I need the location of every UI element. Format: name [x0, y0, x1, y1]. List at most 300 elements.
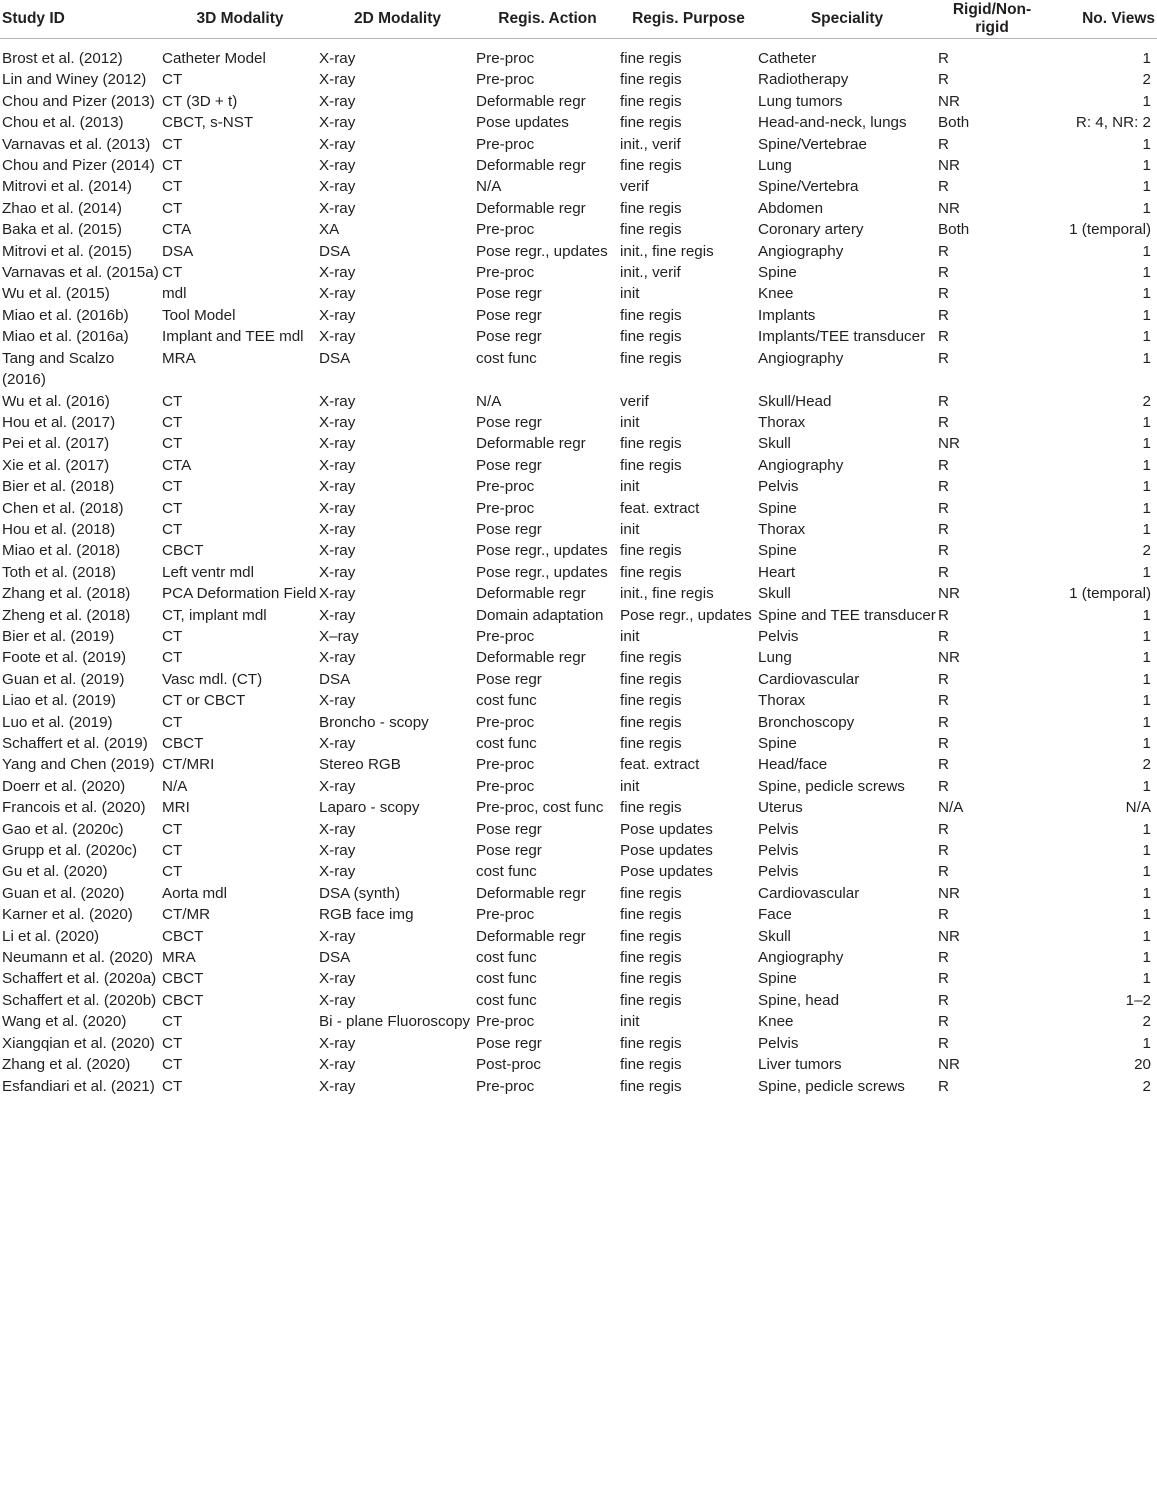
regis-purpose-cell: fine regis [620, 349, 682, 367]
study-id-cell: Gu et al. (2020) [2, 863, 108, 881]
table-row [0, 968, 1157, 989]
column-header-no-views: No. Views [1046, 0, 1157, 39]
no-views-cell: 1 [1142, 842, 1151, 860]
regis-purpose-cell: feat. extract [620, 499, 700, 517]
3d-modality-cell: CT [162, 649, 183, 667]
rigid-nonrigid-cell: R [938, 328, 949, 346]
rigid-nonrigid-cell: R [938, 306, 949, 324]
rigid-nonrigid-cell: R [938, 670, 949, 688]
regis-action-cell: Deformable regr [476, 199, 586, 217]
study-id-cell: Miao et al. (2016a) [2, 328, 129, 346]
speciality-cell: Spine, pedicle screws [758, 1077, 905, 1095]
no-views-cell: 2 [1142, 1013, 1151, 1031]
3d-modality-cell: CT [162, 1013, 183, 1031]
regis-action-cell: Pose regr., updates [476, 242, 608, 260]
regis-action-cell: cost func [476, 349, 537, 367]
rigid-nonrigid-cell: NR [938, 199, 960, 217]
rigid-nonrigid-cell: R [938, 735, 949, 752]
regis-purpose-cell: init., fine regis [620, 242, 714, 260]
speciality-cell: Pelvis [758, 1034, 799, 1052]
speciality-cell: Radiotherapy [758, 71, 849, 89]
study-id-cell: Karner et al. (2020) [2, 906, 133, 924]
study-id-cell: Wang et al. (2020) [2, 1013, 127, 1031]
rigid-nonrigid-cell: NR [938, 157, 960, 175]
2d-modality-cell: X-ray [319, 1056, 356, 1074]
column-header-2d-modality: 2D Modality [318, 0, 476, 39]
3d-modality-cell: CT [162, 135, 183, 153]
rigid-nonrigid-cell: R [938, 392, 949, 410]
study-id-cell: Francois et al. (2020) [2, 799, 146, 817]
3d-modality-cell: CBCT [162, 735, 204, 752]
no-views-cell: 1 [1142, 692, 1151, 710]
rigid-nonrigid-cell: Both [938, 221, 970, 239]
table-row [0, 219, 1157, 240]
no-views-cell: 1 [1142, 606, 1151, 624]
table-row [0, 776, 1157, 797]
regis-action-cell: cost func [476, 863, 537, 881]
regis-action-cell: Pose regr [476, 413, 542, 431]
speciality-cell: Thorax [758, 413, 806, 431]
regis-action-cell: Pre-proc [476, 713, 535, 731]
regis-purpose-cell: fine regis [620, 1034, 682, 1052]
table-row [0, 1011, 1157, 1032]
table-row [0, 455, 1157, 476]
study-id-cell: Grupp et al. (2020c) [2, 842, 138, 860]
study-id-cell: Guan et al. (2019) [2, 670, 125, 688]
2d-modality-cell: X-ray [319, 199, 356, 217]
3d-modality-cell: CT [162, 178, 183, 196]
regis-action-cell: Pose regr [476, 520, 542, 538]
rigid-nonrigid-cell: R [938, 606, 949, 624]
regis-action-cell: cost func [476, 949, 537, 967]
2d-modality-cell: X-ray [319, 542, 356, 560]
3d-modality-cell: CT [162, 199, 183, 217]
rigid-nonrigid-cell: R [938, 413, 949, 431]
2d-modality-cell: X-ray [319, 285, 356, 303]
regis-purpose-cell: fine regis [620, 692, 682, 710]
study-id-cell: Wu et al. (2016) [2, 392, 110, 410]
regis-purpose-cell: Pose updates [620, 842, 713, 860]
regis-purpose-cell: fine regis [620, 649, 682, 667]
3d-modality-cell: CT [162, 71, 183, 89]
rigid-nonrigid-cell: R [938, 692, 949, 710]
rigid-nonrigid-cell: NR [938, 649, 960, 667]
2d-modality-cell: X-ray [319, 71, 356, 89]
no-views-cell: 1 [1142, 863, 1151, 881]
table-row [0, 519, 1157, 540]
rigid-nonrigid-cell: R [938, 842, 949, 860]
2d-modality-cell: X-ray [319, 735, 356, 752]
3d-modality-cell: CT [162, 863, 183, 881]
speciality-cell: Implants/TEE transducer [758, 328, 926, 346]
study-id-cell: Schaffert et al. (2019) [2, 735, 148, 752]
regis-purpose-cell: fine regis [620, 991, 682, 1009]
regis-purpose-cell: init., verif [620, 135, 681, 153]
table-row [0, 1033, 1157, 1054]
3d-modality-cell: MRA [162, 349, 196, 367]
rigid-nonrigid-cell: NR [938, 435, 960, 453]
study-id-cell: Foote et al. (2019) [2, 649, 127, 667]
regis-purpose-cell: fine regis [620, 542, 682, 560]
2d-modality-cell: DSA [319, 349, 351, 367]
speciality-cell: Pelvis [758, 820, 799, 838]
rigid-nonrigid-cell: R [938, 991, 949, 1009]
no-views-cell: 1 [1142, 50, 1151, 67]
regis-action-cell: N/A [476, 392, 502, 410]
speciality-cell: Pelvis [758, 842, 799, 860]
2d-modality-cell: Laparo - scopy [319, 799, 420, 817]
rigid-nonrigid-cell: R [938, 970, 949, 988]
3d-modality-cell: Vasc mdl. (CT) [162, 670, 263, 688]
rigid-nonrigid-cell: R [938, 713, 949, 731]
study-id-cell: Esfandiari et al. (2021) [2, 1077, 155, 1095]
column-header-rigid-nonrigid: Rigid/Non-rigid [936, 0, 1046, 39]
regis-purpose-cell: fine regis [620, 50, 682, 67]
rigid-nonrigid-cell: R [938, 285, 949, 303]
no-views-cell: 2 [1142, 756, 1151, 774]
rigid-nonrigid-cell: R [938, 264, 949, 282]
3d-modality-cell: CBCT [162, 970, 204, 988]
rigid-nonrigid-cell: R [938, 777, 949, 795]
regis-action-cell: Pose regr [476, 820, 542, 838]
no-views-cell: 1 [1142, 499, 1151, 517]
regis-action-cell: Pose regr [476, 285, 542, 303]
table-row [0, 1076, 1157, 1097]
2d-modality-cell: DSA (synth) [319, 884, 401, 902]
study-id-cell: Wu et al. (2015) [2, 285, 110, 303]
rigid-nonrigid-cell: R [938, 820, 949, 838]
no-views-cell: 2 [1142, 1077, 1151, 1095]
3d-modality-cell: CT [162, 157, 183, 175]
2d-modality-cell: X-ray [319, 178, 356, 196]
regis-action-cell: Deformable regr [476, 585, 586, 603]
table-row [0, 348, 1157, 391]
regis-purpose-cell: init [620, 1013, 640, 1031]
speciality-cell: Spine/Vertebrae [758, 135, 867, 153]
regis-action-cell: Pre-proc, cost func [476, 799, 604, 817]
2d-modality-cell: X-ray [319, 777, 356, 795]
regis-purpose-cell: init [620, 520, 640, 538]
rigid-nonrigid-cell: R [938, 563, 949, 581]
study-id-cell: Chen et al. (2018) [2, 499, 124, 517]
no-views-cell: 1 [1142, 670, 1151, 688]
table-row [0, 283, 1157, 304]
table-row [0, 476, 1157, 497]
regis-action-cell: Deformable regr [476, 435, 586, 453]
no-views-cell: N/A [1125, 799, 1151, 817]
no-views-cell: 1 [1142, 949, 1151, 967]
speciality-cell: Spine [758, 542, 797, 560]
table-row [0, 583, 1157, 604]
regis-action-cell: Pose regr [476, 1034, 542, 1052]
3d-modality-cell: N/A [162, 777, 188, 795]
no-views-cell: 1 [1142, 1034, 1151, 1052]
rigid-nonrigid-cell: NR [938, 92, 960, 110]
no-views-cell: 1 [1142, 884, 1151, 902]
rigid-nonrigid-cell: R [938, 499, 949, 517]
speciality-cell: Angiography [758, 456, 844, 474]
no-views-cell: 1 [1142, 306, 1151, 324]
study-id-cell: Pei et al. (2017) [2, 435, 110, 453]
3d-modality-cell: CT [162, 1034, 183, 1052]
study-id-cell: Varnavas et al. (2015a) [2, 264, 159, 282]
study-id-cell: Zhang et al. (2018) [2, 585, 131, 603]
regis-action-cell: Pose regr [476, 842, 542, 860]
column-header-3d-modality: 3D Modality [159, 0, 318, 39]
no-views-cell: 1 (temporal) [1069, 585, 1151, 603]
no-views-cell: 2 [1142, 542, 1151, 560]
2d-modality-cell: X-ray [319, 991, 356, 1009]
no-views-cell: 1 [1142, 157, 1151, 175]
3d-modality-cell: CT [162, 820, 183, 838]
speciality-cell: Spine [758, 735, 797, 752]
speciality-cell: Pelvis [758, 478, 799, 496]
no-views-cell: 1 (temporal) [1069, 221, 1151, 239]
speciality-cell: Liver tumors [758, 1056, 842, 1074]
regis-purpose-cell: fine regis [620, 221, 682, 239]
3d-modality-cell: CT [162, 392, 183, 410]
table-row [0, 176, 1157, 197]
regis-purpose-cell: fine regis [620, 799, 682, 817]
speciality-cell: Angiography [758, 949, 844, 967]
study-id-cell: Mitrovi et al. (2015) [2, 242, 132, 260]
regis-purpose-cell: fine regis [620, 563, 682, 581]
study-id-cell: Varnavas et al. (2013) [2, 135, 151, 153]
regis-purpose-cell: Pose updates [620, 863, 713, 881]
rigid-nonrigid-cell: R [938, 520, 949, 538]
study-id-cell: Bier et al. (2019) [2, 627, 115, 645]
table-row [0, 433, 1157, 454]
regis-action-cell: Pose regr [476, 306, 542, 324]
speciality-cell: Abdomen [758, 199, 824, 217]
study-id-cell: Schaffert et al. (2020a) [2, 970, 157, 988]
table-body [0, 39, 1157, 1097]
table-row [0, 112, 1157, 133]
regis-purpose-cell: fine regis [620, 114, 682, 132]
regis-action-cell: Deformable regr [476, 884, 586, 902]
study-id-cell: Miao et al. (2016b) [2, 306, 129, 324]
3d-modality-cell: CT (3D + t) [162, 92, 238, 110]
rigid-nonrigid-cell: R [938, 242, 949, 260]
speciality-cell: Lung [758, 157, 792, 175]
regis-action-cell: Pose updates [476, 114, 569, 132]
no-views-cell: 1 [1142, 242, 1151, 260]
regis-action-cell: Pre-proc [476, 1013, 535, 1031]
study-id-cell: Neumann et al. (2020) [2, 949, 154, 967]
2d-modality-cell: X-ray [319, 92, 356, 110]
no-views-cell: 1 [1142, 413, 1151, 431]
study-id-cell: Zheng et al. (2018) [2, 606, 131, 624]
3d-modality-cell: CT [162, 842, 183, 860]
table-row [0, 391, 1157, 412]
study-id-cell: Hou et al. (2018) [2, 520, 116, 538]
3d-modality-cell: Tool Model [162, 306, 236, 324]
table-header [0, 0, 1157, 39]
regis-purpose-cell: fine regis [620, 970, 682, 988]
3d-modality-cell: MRI [162, 799, 190, 817]
2d-modality-cell: X-ray [319, 157, 356, 175]
regis-purpose-cell: fine regis [620, 1056, 682, 1074]
study-id-cell: Hou et al. (2017) [2, 413, 116, 431]
speciality-cell: Knee [758, 1013, 794, 1031]
regis-purpose-cell: fine regis [620, 670, 682, 688]
3d-modality-cell: CBCT, s-NST [162, 114, 254, 132]
study-id-cell: Gao et al. (2020c) [2, 820, 124, 838]
study-id-cell: Lin and Winey (2012) [2, 71, 147, 89]
2d-modality-cell: XA [319, 221, 340, 239]
2d-modality-cell: X-ray [319, 306, 356, 324]
2d-modality-cell: DSA [319, 242, 351, 260]
regis-action-cell: Pre-proc [476, 50, 535, 67]
regis-action-cell: Pre-proc [476, 777, 535, 795]
regis-action-cell: Deformable regr [476, 92, 586, 110]
regis-action-cell: Post-proc [476, 1056, 541, 1074]
2d-modality-cell: Bi - plane Fluoroscopy [319, 1013, 471, 1031]
speciality-cell: Skull [758, 585, 791, 603]
2d-modality-cell: X-ray [319, 114, 356, 132]
study-id-cell: Brost et al. (2012) [2, 50, 123, 67]
no-views-cell: 1–2 [1125, 991, 1151, 1009]
study-id-cell: Tang and Scalzo (2016) [2, 349, 115, 389]
table-row [0, 498, 1157, 519]
speciality-cell: Spine and TEE transducer [758, 606, 936, 624]
speciality-cell: Bronchoscopy [758, 713, 855, 731]
regis-purpose-cell: fine regis [620, 927, 682, 945]
regis-purpose-cell: verif [620, 178, 649, 196]
no-views-cell: R: 4, NR: 2 [1075, 114, 1151, 132]
2d-modality-cell: X-ray [319, 392, 356, 410]
3d-modality-cell: mdl [162, 285, 187, 303]
regis-purpose-cell: fine regis [620, 435, 682, 453]
2d-modality-cell: X-ray [319, 927, 356, 945]
2d-modality-cell: Stereo RGB [319, 756, 401, 774]
3d-modality-cell: CT [162, 435, 183, 453]
no-views-cell: 1 [1142, 927, 1151, 945]
no-views-cell: 1 [1142, 520, 1151, 538]
no-views-cell: 1 [1142, 456, 1151, 474]
regis-purpose-cell: feat. extract [620, 756, 700, 774]
2d-modality-cell: Broncho - scopy [319, 713, 429, 731]
rigid-nonrigid-cell: R [938, 50, 949, 67]
3d-modality-cell: CBCT [162, 991, 204, 1009]
regis-action-cell: Pre-proc [476, 221, 535, 239]
rigid-nonrigid-cell: R [938, 906, 949, 924]
study-id-cell: Liao et al. (2019) [2, 692, 116, 710]
speciality-cell: Cardiovascular [758, 670, 860, 688]
regis-action-cell: Pose regr [476, 328, 542, 346]
regis-action-cell: cost func [476, 735, 537, 752]
regis-purpose-cell: init [620, 285, 640, 303]
table-row [0, 91, 1157, 112]
study-id-cell: Schaffert et al. (2020b) [2, 991, 157, 1009]
3d-modality-cell: CT, implant mdl [162, 606, 267, 624]
3d-modality-cell: MRA [162, 949, 196, 967]
no-views-cell: 1 [1142, 178, 1151, 196]
3d-modality-cell: CTA [162, 221, 192, 239]
regis-action-cell: cost func [476, 970, 537, 988]
regis-action-cell: Pre-proc [476, 71, 535, 89]
3d-modality-cell: CT [162, 713, 183, 731]
speciality-cell: Thorax [758, 692, 806, 710]
speciality-cell: Spine, head [758, 991, 840, 1009]
2d-modality-cell: X-ray [319, 606, 356, 624]
study-id-cell: Miao et al. (2018) [2, 542, 121, 560]
regis-action-cell: Pose regr [476, 670, 542, 688]
speciality-cell: Skull [758, 435, 791, 453]
study-id-cell: Mitrovi et al. (2014) [2, 178, 132, 196]
no-views-cell: 2 [1142, 392, 1151, 410]
no-views-cell: 1 [1142, 627, 1151, 645]
speciality-cell: Pelvis [758, 863, 799, 881]
regis-action-cell: Deformable regr [476, 157, 586, 175]
regis-purpose-cell: fine regis [620, 328, 682, 346]
study-id-cell: Chou and Pizer (2013) [2, 92, 155, 110]
no-views-cell: 1 [1142, 92, 1151, 110]
rigid-nonrigid-cell: R [938, 863, 949, 881]
regis-purpose-cell: fine regis [620, 949, 682, 967]
study-id-cell: Li et al. (2020) [2, 927, 100, 945]
rigid-nonrigid-cell: NR [938, 585, 960, 603]
table-row [0, 819, 1157, 840]
speciality-cell: Thorax [758, 520, 806, 538]
study-id-cell: Doerr et al. (2020) [2, 777, 126, 795]
rigid-nonrigid-cell: R [938, 135, 949, 153]
table-row [0, 754, 1157, 775]
rigid-nonrigid-cell: R [938, 71, 949, 89]
speciality-cell: Angiography [758, 242, 844, 260]
regis-purpose-cell: fine regis [620, 713, 682, 731]
study-id-cell: Toth et al. (2018) [2, 563, 116, 581]
speciality-cell: Spine/Vertebra [758, 178, 859, 196]
2d-modality-cell: RGB face img [319, 906, 414, 924]
table-row [0, 262, 1157, 283]
table-row [0, 947, 1157, 968]
speciality-cell: Face [758, 906, 792, 924]
2d-modality-cell: X-ray [319, 478, 356, 496]
regis-purpose-cell: Pose updates [620, 820, 713, 838]
no-views-cell: 1 [1142, 328, 1151, 346]
speciality-cell: Head-and-neck, lungs [758, 114, 907, 132]
table-row [0, 305, 1157, 326]
regis-action-cell: Pre-proc [476, 756, 535, 774]
rigid-nonrigid-cell: R [938, 542, 949, 560]
rigid-nonrigid-cell: R [938, 1034, 949, 1052]
no-views-cell: 1 [1142, 199, 1151, 217]
no-views-cell: 20 [1134, 1056, 1151, 1074]
speciality-cell: Uterus [758, 799, 803, 817]
no-views-cell: 1 [1142, 649, 1151, 667]
rigid-nonrigid-cell: Both [938, 114, 970, 132]
table-row [0, 626, 1157, 647]
2d-modality-cell: X-ray [319, 135, 356, 153]
table-row [0, 733, 1157, 754]
3d-modality-cell: CT/MR [162, 906, 211, 924]
table-row [0, 412, 1157, 433]
2d-modality-cell: X-ray [319, 842, 356, 860]
3d-modality-cell: CT [162, 627, 183, 645]
study-id-cell: Zhang et al. (2020) [2, 1056, 131, 1074]
no-views-cell: 2 [1142, 71, 1151, 89]
table-row [0, 605, 1157, 626]
study-id-cell: Bier et al. (2018) [2, 478, 115, 496]
regis-action-cell: Pre-proc [476, 478, 535, 496]
no-views-cell: 1 [1142, 713, 1151, 731]
speciality-cell: Catheter [758, 50, 817, 67]
table-row [0, 39, 1157, 70]
regis-purpose-cell: fine regis [620, 157, 682, 175]
3d-modality-cell: CT [162, 413, 183, 431]
2d-modality-cell: X-ray [319, 820, 356, 838]
